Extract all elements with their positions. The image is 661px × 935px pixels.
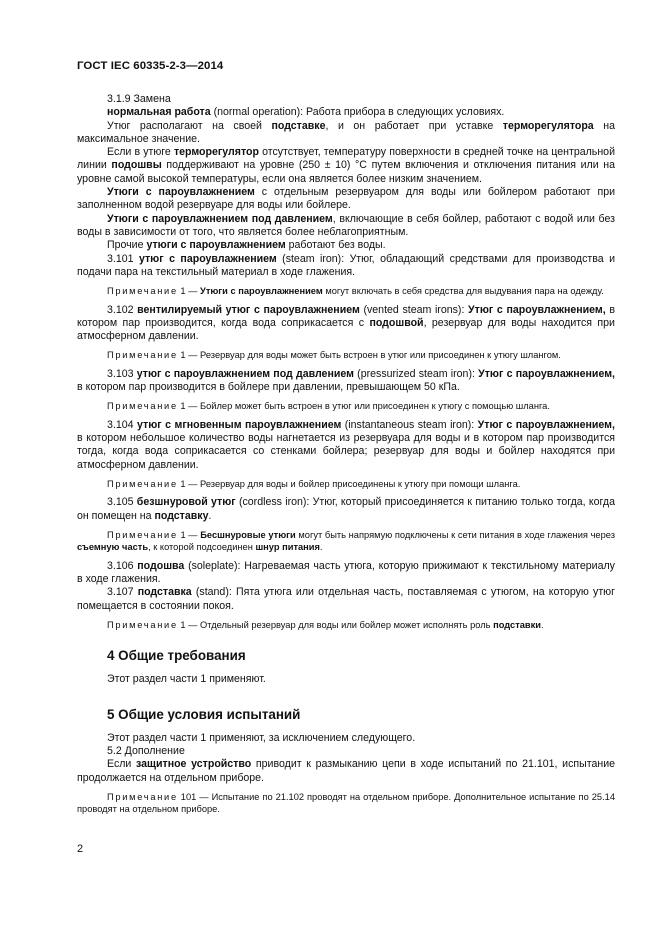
paragraph: Утюг располагают на своей подставке, и он работает при уставке терморегулятора на максимальное значение. <box>77 119 615 145</box>
note: Примечание 1 — Резервуар для воды может быть встроен в утюг или присоединен к утюгу шлангом. <box>107 350 561 361</box>
paragraph: Если защитное устройство приводит к размыканию цепи в ходе испытаний по 21.101, испытание продолжается на отдельном приборе. <box>77 758 615 784</box>
paragraph: Утюги с пароувлажнением под давлением, включающие в себя бойлер, работают с водой или без воды в зависимости от того, что является более неблагоприятным. <box>77 212 615 238</box>
paragraph: нормальная работа (normal operation): Работа прибора в следующих условиях. <box>107 106 505 119</box>
paragraph: Этот раздел части 1 применяют, за исключением следующего. <box>107 731 416 744</box>
note: Примечание 101 — Испытание по 21.102 проводят на отдельном приборе. Дополнительное испытание по 25.14 проводят на отдельном приборе. <box>77 791 615 815</box>
paragraph: Утюги с пароувлажнением с отдельным резервуаром для воды или бойлером работают при заполненном водой резервуаре для воды или бойлере. <box>77 186 616 212</box>
note: Примечание 1 — Бойлер может быть встроен в утюг или присоединен к утюгу с помощью шланга. <box>107 401 550 412</box>
paragraph: Этот раздел части 1 применяют. <box>107 673 266 686</box>
note: Примечание 1 — Утюги с пароувлажнением могут включать в себя средства для выдувания пара на одежду. <box>107 286 604 297</box>
page-number: 2 <box>77 843 84 855</box>
section-5-heading: 5 Общие условия испытаний <box>107 706 301 722</box>
definition-3-106: 3.106 подошва (soleplate): Нагреваемая часть утюга, которую прижимают к текстильному материалу в ходе глажения. <box>77 559 615 586</box>
definition-3-107: 3.107 подставка (stand): Пята утюга или отдельная часть, поставляемая с утюгом, на которую утюг помещается в состоянии покоя. <box>77 586 615 612</box>
paragraph: Прочие утюги с пароувлажнением работают без воды. <box>107 239 386 252</box>
definition-3-103: 3.103 утюг с пароувлажнением под давлением (pressurized steam iron): Утюг с пароувлажнением, в котором пар производится в бойлере при давлении, превышающем 50 кПа. <box>77 367 615 394</box>
section-4-heading: 4 Общие требования <box>107 648 246 664</box>
subclause-5-2: 5.2 Дополнение <box>107 745 185 758</box>
note: Примечание 1 — Резервуар для воды и бойлер присоединены к утюгу при помощи шланга. <box>107 479 521 490</box>
document-header: ГОСТ IEC 60335-2-3—2014 <box>77 60 224 72</box>
note: Примечание 1 — Бесшнуровые утюги могут быть напрямую подключены к сети питания в ходе глажения через съемную часть, к которой подсоединен шнур питания. <box>77 530 615 553</box>
paragraph: Если в утюге терморегулятор отсутствует, температуру поверхности в средней точке на центральной линии подошвы поддерживают на уровне (250 ± 10) °C путем включения и отключения питания или на уровне самой высокой температуры, если она является более низким значением. <box>77 146 615 185</box>
note: Примечание 1 — Отдельный резервуар для воды или бойлер может исполнять роль подставки. <box>107 620 544 631</box>
definition-3-104: 3.104 утюг с мгновенным пароувлажнением (instantaneous steam iron): Утюг с пароувлажнением, в котором небольшое количество воды нагнетается из резервуара для воды и в котором пар производится тогда, когда вода соприкасается со стенками бойлера; резервуар для воды и бойлер находятся при атмосферном давлении. <box>77 418 615 471</box>
definition-3-101: 3.101 утюг с пароувлажнением (steam iron): Утюг, обладающий средствами для производства и подачи пара на текстильный материал в ходе глажения. <box>77 252 615 278</box>
definition-3-105: 3.105 безшнуровой утюг (cordless iron): Утюг, который присоединяется к питанию только тогда, когда он помещен на подставку. <box>77 496 615 522</box>
document-body <box>77 93 615 816</box>
clause-3-1-9-title: 3.1.9 Замена <box>107 93 171 105</box>
definition-3-102: 3.102 вентилируемый утюг с пароувлажнением (vented steam irons): Утюг с пароувлажнением, в котором пар производится, когда вода соприкасается с подошвой, резервуар для воды находится при атмосферном давлении. <box>77 303 615 343</box>
